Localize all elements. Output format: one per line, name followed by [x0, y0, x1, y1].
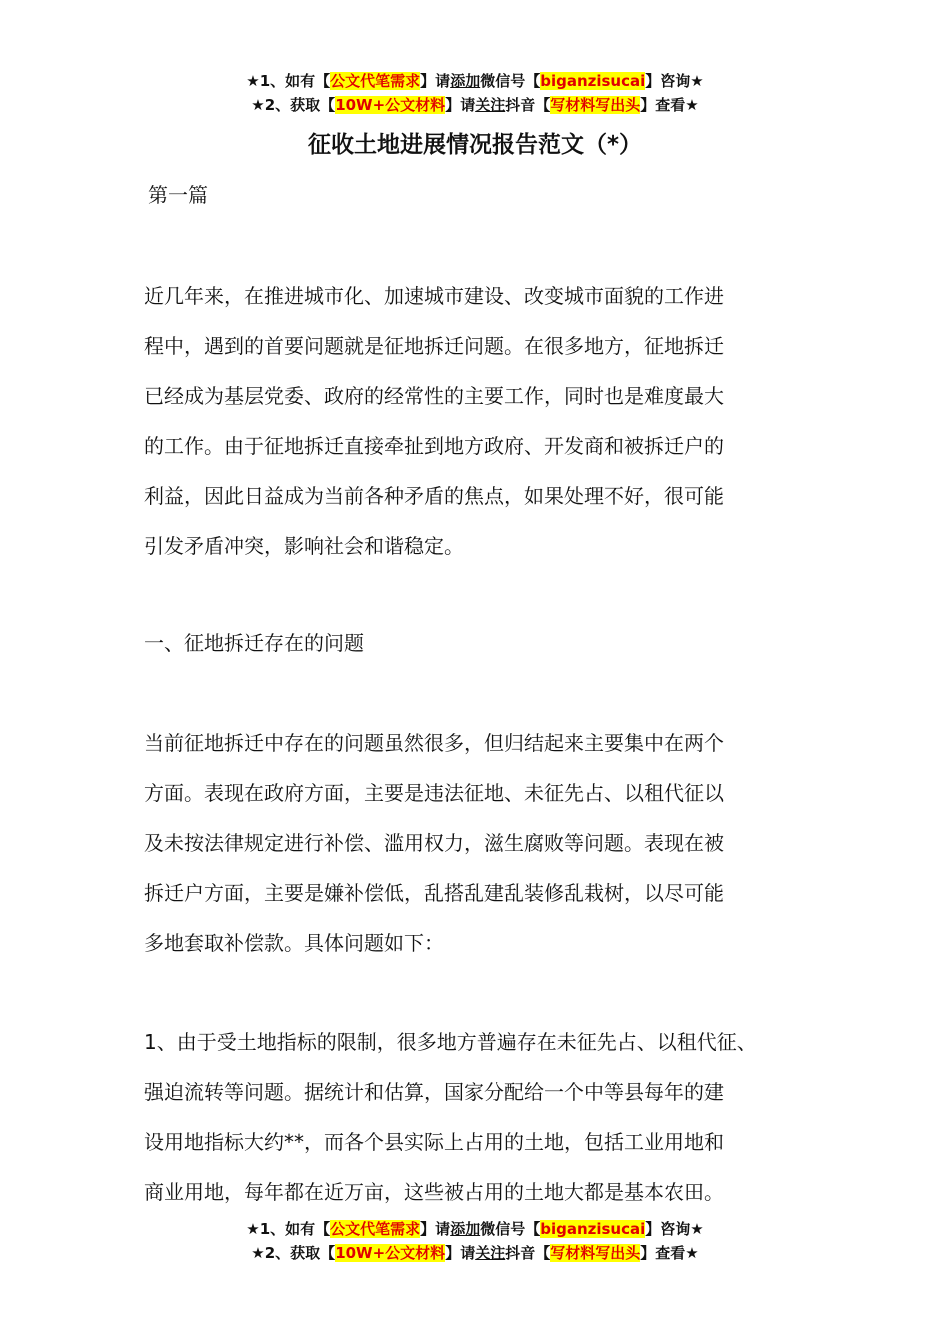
banner-text: 】请: [445, 96, 476, 114]
banner-text: 】咨询★: [645, 72, 704, 90]
section-label: 第一篇: [148, 183, 208, 207]
banner-line-2: [0, 1241, 950, 1265]
footer-banner: [0, 1217, 950, 1265]
banner-text: ★2、获取【: [251, 96, 336, 114]
paragraph-line: 的工作。由于征地拆迁直接牵扯到地方政府、开发商和被拆迁户的: [144, 434, 724, 458]
banner-text: 微信号【: [480, 1220, 541, 1238]
document-title: 征收土地进展情况报告范文（*）: [307, 132, 643, 158]
paragraph-item-1: [144, 1017, 824, 1217]
banner-text: ★2、获取【: [251, 1244, 336, 1262]
paragraph-line: 方面。表现在政府方面，主要是违法征地、未征先占、以租代征以: [144, 781, 724, 805]
paragraph-line: 商业用地，每年都在近万亩，这些被占用的土地大都是基本农田。: [144, 1180, 724, 1204]
banner-line-1: [0, 69, 950, 93]
paragraph-line: 拆迁户方面，主要是嫌补偿低，乱搭乱建乱装修乱栽树，以尽可能: [144, 881, 724, 905]
paragraph-line: 多地套取补偿款。具体问题如下：: [144, 931, 444, 955]
paragraph-line: 已经成为基层党委、政府的经常性的主要工作，同时也是难度最大: [144, 384, 724, 408]
highlight-service: 公文代笔需求: [330, 72, 421, 90]
highlight-wechat-id: biganzisucai: [540, 1220, 646, 1238]
banner-text: 抖音【: [505, 96, 551, 114]
underlined-text: 添加: [450, 1220, 481, 1238]
underlined-text: 关注: [475, 1244, 506, 1262]
banner-text: 】请: [420, 1220, 451, 1238]
paragraph-line: 近几年来，在推进城市化、加速城市建设、改变城市面貌的工作进: [144, 284, 724, 308]
paragraph-line: 强迫流转等问题。据统计和估算，国家分配给一个中等县每年的建: [144, 1080, 724, 1104]
paragraph-line: 及未按法律规定进行补偿、滥用权力，滋生腐败等问题。表现在被: [144, 831, 724, 855]
paragraph-problems: [144, 718, 824, 968]
banner-line-1: [0, 1217, 950, 1241]
banner-text: ★1、如有【: [246, 72, 331, 90]
paragraph-line: 1、由于受土地指标的限制，很多地方普遍存在未征先占、以租代征、: [144, 1030, 757, 1054]
banner-text: 】请: [445, 1244, 476, 1262]
paragraph-line: 当前征地拆迁中存在的问题虽然很多，但归结起来主要集中在两个: [144, 731, 724, 755]
underlined-text: 关注: [475, 96, 506, 114]
highlight-douyin-account: 写材料写出头: [550, 96, 641, 114]
banner-text: 】查看★: [640, 1244, 699, 1262]
banner-text: 】查看★: [640, 96, 699, 114]
banner-text: ★1、如有【: [246, 1220, 331, 1238]
banner-text: 】请: [420, 72, 451, 90]
paragraph-intro: [144, 271, 824, 571]
highlight-service: 公文代笔需求: [330, 1220, 421, 1238]
banner-text: 微信号【: [480, 72, 541, 90]
paragraph-line: 引发矛盾冲突，影响社会和谐稳定。: [144, 534, 464, 558]
highlight-wechat-id: biganzisucai: [540, 72, 646, 90]
paragraph-line: 设用地指标大约**，而各个县实际上占用的土地，包括工业用地和: [144, 1130, 724, 1154]
highlight-materials: 10W+公文材料: [335, 96, 446, 114]
paragraph-line: 程中，遇到的首要问题就是征地拆迁问题。在很多地方，征地拆迁: [144, 334, 724, 358]
highlight-douyin-account: 写材料写出头: [550, 1244, 641, 1262]
paragraph-line: 利益，因此日益成为当前各种矛盾的焦点，如果处理不好，很可能: [144, 484, 724, 508]
banner-line-2: [0, 93, 950, 117]
highlight-materials: 10W+公文材料: [335, 1244, 446, 1262]
banner-text: 】咨询★: [645, 1220, 704, 1238]
section-heading: 一、征地拆迁存在的问题: [144, 631, 364, 655]
underlined-text: 添加: [450, 72, 481, 90]
header-banner: [0, 69, 950, 117]
banner-text: 抖音【: [505, 1244, 551, 1262]
